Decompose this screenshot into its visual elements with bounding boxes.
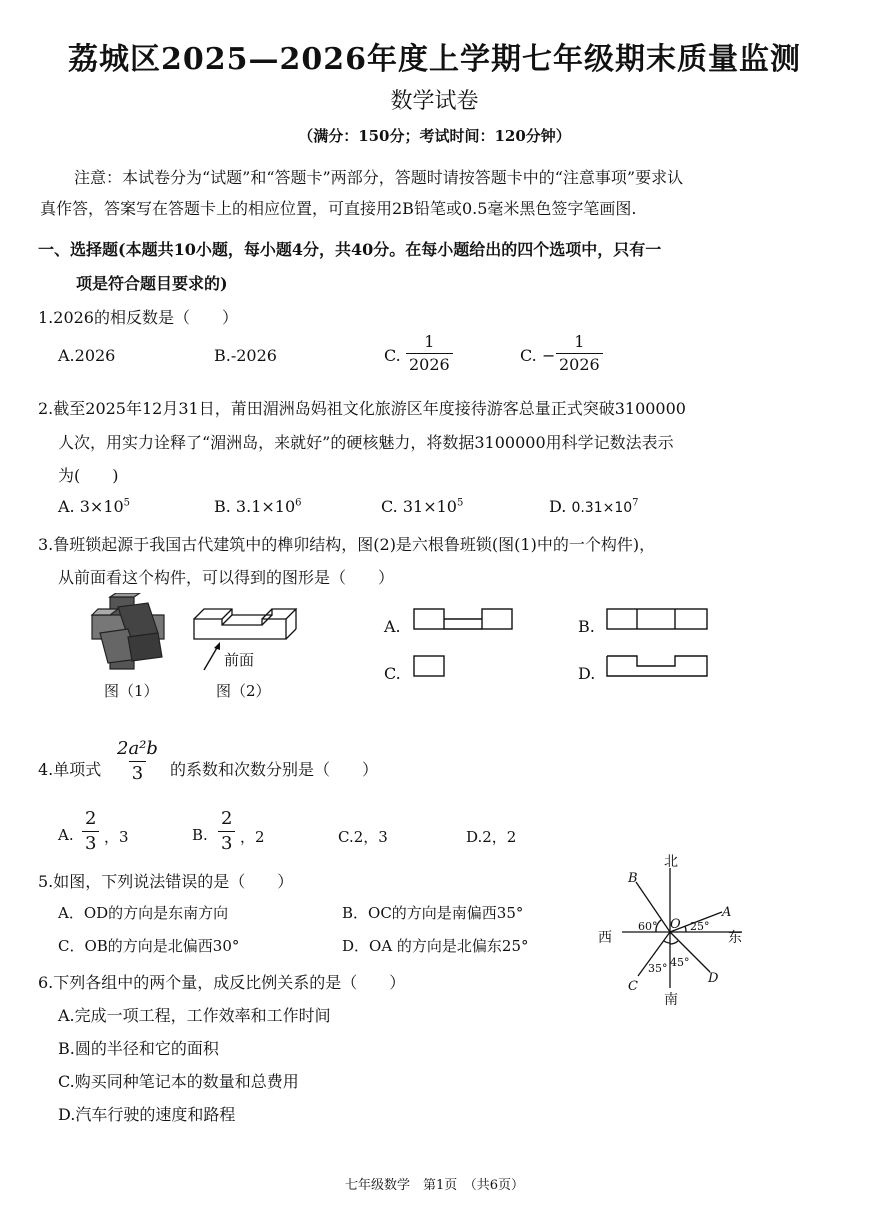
q3-option-d-figure: [605, 654, 709, 678]
q6-option-c: C.购买同种笔记本的数量和总费用: [58, 1072, 299, 1091]
exam-title: 荔城区2025—2026年度上学期七年级期末质量监测: [68, 42, 801, 77]
q4-monomial-fraction: $\frac{\text{2a²b}}{3}$: [117, 738, 158, 784]
front-label: 前面: [224, 651, 255, 669]
q2-line-2: 人次，用实力诠释了“湄洲岛，来就好”的硬核魅力，将数据3100000用科学记数法表示: [58, 433, 674, 452]
q1-option-a: A.2026: [58, 346, 116, 365]
luban-lock-illustration: [88, 593, 168, 673]
q3-option-a-figure: [412, 607, 514, 631]
front-arrow-icon: [200, 640, 224, 674]
section-heading-line-1: 一、选择题(本题共10小题，每小题4分，共40分。在每小题给出的四个选项中，只有一: [38, 240, 662, 259]
q5-option-a: A．OD的方向是东南方向: [58, 904, 229, 922]
q1-option-d-minus: −: [542, 346, 556, 365]
point-o-label: O: [670, 917, 681, 932]
exam-subtitle: 数学试卷: [390, 89, 479, 114]
point-b-label: B: [628, 871, 638, 886]
q4-option-a-tail: ，3: [104, 828, 129, 846]
q6-option-d: D.汽车行驶的速度和路程: [58, 1105, 236, 1124]
page-footer: 七年级数学 第1页 （共6页）: [344, 1178, 525, 1193]
angle-45-label: 45°: [670, 956, 690, 969]
score-info: （满分：150分；考试时间：120分钟）: [298, 127, 571, 145]
q1-option-d-fraction: $\frac{1}{2026}$: [556, 334, 603, 373]
notice-line-1: 注意：本试卷分为“试题”和“答题卡”两部分，答题时请按答题卡中的“注意事项”要求认: [74, 168, 684, 187]
q3-option-c-label: C.: [384, 664, 401, 683]
west-label: 西: [598, 930, 612, 946]
q2-option-a: A. $3\times 10^5$: [58, 497, 131, 516]
q2-option-c: C. $31\times 10^5$: [381, 497, 464, 516]
q3-option-c-figure: [412, 654, 446, 678]
q4-option-b-tail: ，2: [240, 828, 265, 846]
q3-option-b-figure: [605, 607, 709, 631]
q3-option-a-label: A.: [384, 617, 401, 636]
q4-suffix: 的系数和次数分别是（ ）: [170, 760, 379, 779]
figure-2-caption: 图（2）: [216, 682, 271, 700]
q4-option-b-fraction: $\frac{2}{3}$: [218, 810, 235, 853]
q6-stem: 6.下列各组中的两个量，成反比例关系的是（ ）: [38, 973, 406, 992]
north-label: 北: [664, 854, 678, 870]
section-heading-line-2: 项是符合题目要求的): [76, 274, 228, 293]
q5-option-d: D．OA 的方向是北偏东25°: [342, 937, 529, 955]
q2-option-b: B. $3.1\times 10^6$: [214, 497, 302, 516]
q4-option-d: D.2，2: [466, 828, 517, 846]
figure-1-caption: 图（1）: [104, 682, 159, 700]
q5-stem: 5.如图，下列说法错误的是（ ）: [38, 872, 294, 891]
notice-line-2: 真作答，答案写在答题卡上的相应位置，可直接用2B铅笔或0.5毫米黑色签字笔画图.: [40, 199, 637, 218]
q4-option-c: C.2，3: [338, 828, 388, 846]
q3-line-1: 3.鲁班锁起源于我国古代建筑中的榫卯结构，图(2)是六根鲁班锁(图(1)中的一个构件)，: [38, 535, 656, 554]
q3-line-2: 从前面看这个构件，可以得到的图形是（ ）: [58, 568, 395, 587]
q5-option-c: C．OB的方向是北偏西30°: [58, 937, 240, 955]
point-a-label: A: [722, 905, 732, 920]
south-label: 南: [664, 992, 678, 1008]
angle-25-label: 25°: [690, 920, 710, 933]
q4-option-b-label: B.: [192, 826, 208, 844]
q2-line-3: 为( ): [58, 466, 119, 485]
q2-line-1: 2.截至2025年12月31日，莆田湄洲岛妈祖文化旅游区年度接待游客总量正式突破3100000: [38, 399, 686, 418]
q5-option-b: B．OC的方向是南偏西35°: [342, 904, 524, 922]
q1-option-c-label: C.: [384, 346, 401, 365]
q6-option-b: B.圆的半径和它的面积: [58, 1039, 219, 1058]
compass-diagram: [594, 850, 754, 1010]
q1-option-c-fraction: $\frac{1}{2026}$: [406, 334, 453, 373]
q3-option-b-label: B.: [578, 617, 595, 636]
q4-option-a-fraction: $\frac{2}{3}$: [82, 810, 99, 853]
point-d-label: D: [708, 971, 719, 986]
q6-option-a: A.完成一项工程，工作效率和工作时间: [58, 1006, 331, 1025]
point-c-label: C: [628, 979, 638, 994]
lock-component-illustration: [190, 605, 300, 645]
q1-option-d-label: C.: [520, 346, 537, 365]
q3-option-d-label: D.: [578, 664, 596, 683]
q4-option-a-label: A.: [58, 826, 74, 844]
q1-option-b: B.-2026: [214, 346, 277, 365]
angle-60-label: 60°: [638, 920, 658, 933]
angle-35-label: 35°: [648, 962, 668, 975]
q2-option-d: D. $0.31\times 10^7$: [549, 497, 639, 516]
east-label: 东: [728, 930, 742, 946]
q4-prefix: 4.单项式: [38, 760, 102, 779]
q1-stem: 1.2026的相反数是（ ）: [38, 308, 238, 327]
